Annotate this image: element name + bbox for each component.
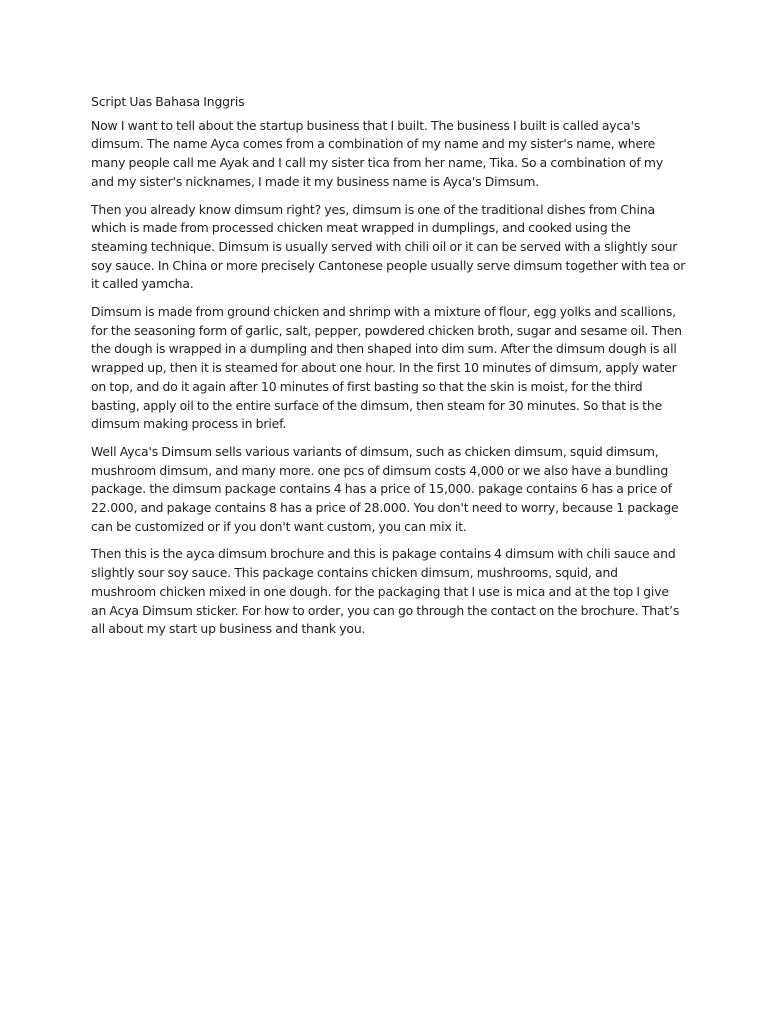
paragraph-brochure-closing: Then this is the ayca dimsum brochure and this is pakage contains 4 dimsum with chili sauce and slightly sour soy sauce. This package contains chicken dimsum, mushrooms, squid, and mushroom chicken mixed in one dough. for the packaging that I use is mica and at the top I give an Acya Dimsum sticker. For how to order, you can go through the contact on the brochure. That’s all about my start up business and thank you. (91, 546, 680, 637)
document-title: Script Uas Bahasa Inggris (91, 94, 245, 109)
paragraph-making-process: Dimsum is made from ground chicken and shrimp with a mixture of flour, egg yolks and scallions, for the seasoning form of garlic, salt, pepper, powdered chicken broth, sugar and sesame oil. Then the dough is wrapped in a dumpling and then shaped into dim sum. After the dimsum dough is all wrapped up, then it is steamed for about one hour. In the first 10 minutes of dimsum, apply water on top, and do it again after 10 minutes of first basting so that the skin is moist, for the third basting, apply oil to the entire surface of the dimsum, then steam for 30 minutes. So that is the dimsum making process in brief. (91, 304, 682, 432)
paragraph-intro: Now I want to tell about the startup business that I built. The business I built is called ayca's dimsum. The name Ayca comes from a combination of my name and my sister's name, where many people call me Ayak and I call my sister tica from her name, Tika. So a combination of my and my sister's nicknames, I made it my business name is Ayca's Dimsum. (91, 117, 664, 189)
document-body (91, 93, 686, 648)
paragraph-what-is-dimsum: Then you already know dimsum right? yes, dimsum is one of the traditional dishes from China which is made from processed chicken meat wrapped in dumplings, and cooked using the steaming technique. Dimsum is usually served with chili oil or it can be served with a slightly sour soy sauce. In China or more precisely Cantonese people usually serve dimsum together with tea or it called yamcha. (91, 201, 686, 292)
paragraph-products-prices: Well Ayca's Dimsum sells various variants of dimsum, such as chicken dimsum, squid dimsum, mushroom dimsum, and many more. one pcs of dimsum costs 4,000 or we also have a bundling package. the dimsum package contains 4 has a price of 15,000. pakage contains 6 has a price of 22.000, and pakage contains 8 has a price of 28.000. You don't need to worry, because 1 package can be customized or if you don't want custom, you can mix it. (91, 443, 679, 534)
